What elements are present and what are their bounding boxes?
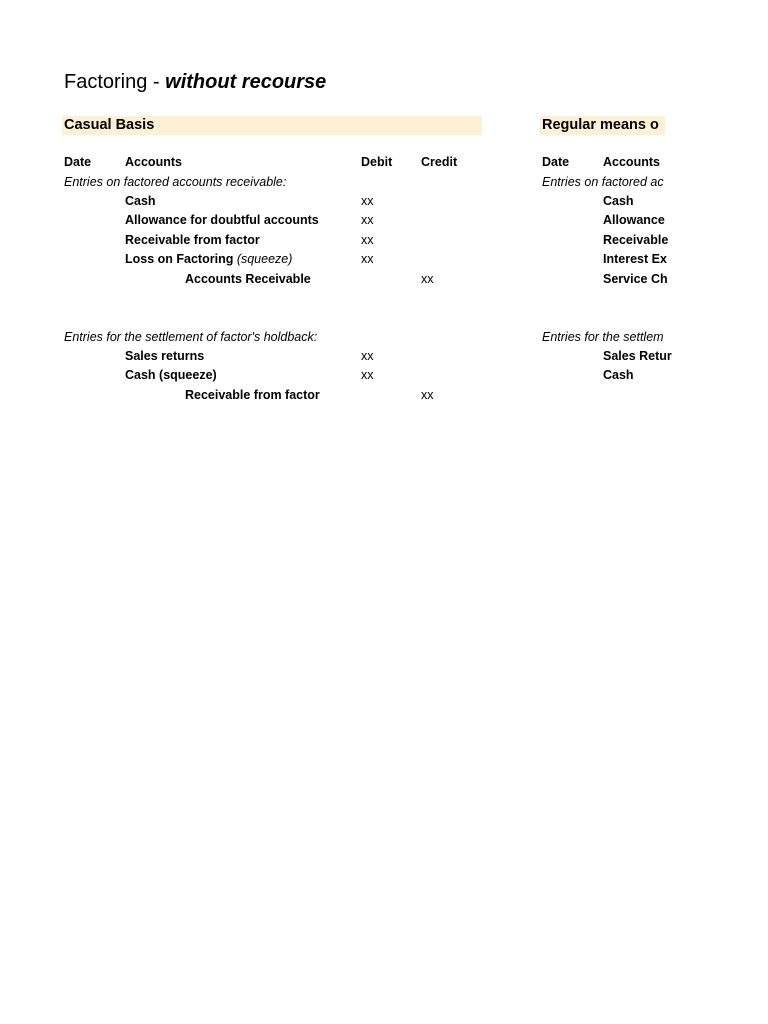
left-s2-row2-account: Cash (squeeze) — [125, 368, 217, 382]
left-col-date: Date — [64, 155, 92, 169]
page-title — [64, 71, 326, 94]
right-col-accounts: Accounts — [603, 155, 660, 169]
right-s1-row1: Cash — [603, 194, 634, 208]
title-emphasis: without recourse — [165, 71, 327, 93]
left-s1-row1-debit: xx — [361, 194, 374, 208]
left-s2-row3-account: Receivable from factor — [185, 388, 320, 402]
left-col-credit: Credit — [421, 155, 458, 169]
right-col-date: Date — [542, 155, 570, 169]
left-s1-row3-account: Receivable from factor — [125, 233, 260, 247]
left-s2-row1-debit: xx — [361, 349, 374, 363]
left-s2-row2-debit: xx — [361, 368, 374, 382]
squeeze-note: (squeeze) — [236, 252, 293, 266]
left-s1-row1-account: Cash — [125, 194, 156, 208]
left-s1-row3-debit: xx — [361, 233, 374, 247]
right-section1-label: Entries on factored ac — [542, 175, 664, 189]
left-col-accounts: Accounts — [125, 155, 182, 169]
loss-on-factoring-label: Loss on Factoring — [125, 252, 237, 266]
left-section1-label: Entries on factored accounts receivable: — [64, 175, 287, 189]
left-s1-row2-account: Allowance for doubtful accounts — [125, 213, 319, 227]
right-s1-row4: Interest Ex — [603, 252, 667, 266]
left-s2-row1-account: Sales returns — [125, 349, 205, 363]
regular-means-header: Regular means o — [540, 116, 665, 135]
title-main: Factoring - — [64, 71, 166, 93]
right-s2-row2: Cash — [603, 368, 634, 382]
left-section2-label: Entries for the settlement of factor's holdback: — [64, 330, 318, 344]
right-s1-row2: Allowance — [603, 213, 665, 227]
left-s2-row3-credit: xx — [421, 388, 434, 402]
left-s1-row5-account: Accounts Receivable — [185, 272, 311, 286]
right-s1-row3: Receivable — [603, 233, 669, 247]
left-s1-row4-debit: xx — [361, 252, 374, 266]
right-s1-row5: Service Ch — [603, 272, 668, 286]
casual-basis-header: Casual Basis — [62, 116, 482, 135]
left-s1-row5-credit: xx — [421, 272, 434, 286]
left-col-debit: Debit — [361, 155, 393, 169]
left-s1-row2-debit: xx — [361, 213, 374, 227]
right-s2-row1: Sales Retur — [603, 349, 672, 363]
left-s1-row4-account — [125, 251, 292, 267]
right-section2-label: Entries for the settlem — [542, 330, 664, 344]
